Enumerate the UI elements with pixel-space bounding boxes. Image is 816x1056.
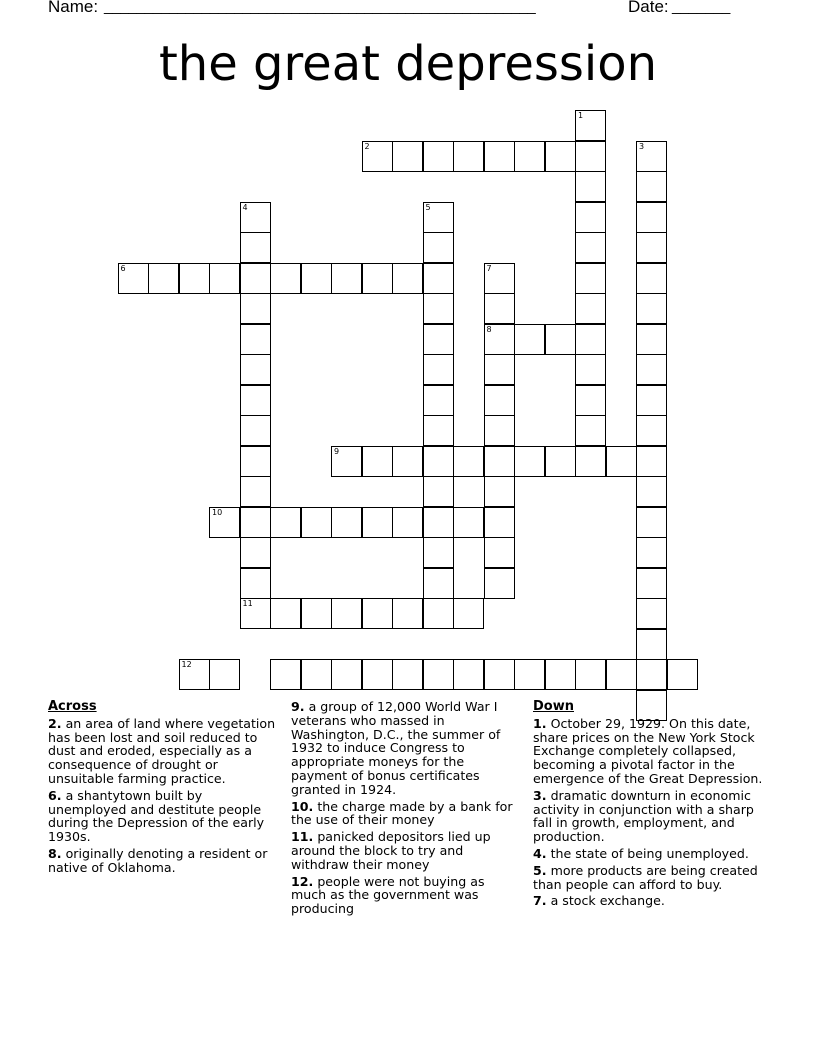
grid-cell[interactable] [636,537,667,568]
grid-cell[interactable] [636,141,667,172]
grid-cell[interactable] [606,659,637,690]
grid-cell[interactable] [636,415,667,446]
page-title: the great depression [158,36,658,92]
grid-cell[interactable] [453,507,484,538]
grid-cell[interactable] [392,507,423,538]
clue-number: 5 [425,202,431,212]
grid-cell[interactable] [636,476,667,507]
grid-cell[interactable] [270,263,301,294]
grid-cell[interactable] [362,659,393,690]
grid-cell[interactable] [545,324,576,355]
grid-cell[interactable] [423,263,454,294]
grid-cell[interactable] [118,263,149,294]
grid-cell[interactable] [270,507,301,538]
grid-cell[interactable] [484,293,515,324]
grid-cell[interactable] [484,354,515,385]
clue-num: 8. [48,845,62,861]
grid-cell[interactable] [423,354,454,385]
grid-cell[interactable] [575,263,606,294]
down-column [533,700,765,911]
grid-cell[interactable] [453,598,484,629]
grid-cell[interactable] [484,446,515,477]
grid-cell[interactable] [636,232,667,263]
grid-cell[interactable] [331,598,362,629]
grid-cell[interactable] [423,385,454,416]
grid-cell[interactable] [484,415,515,446]
grid-cell[interactable] [423,141,454,172]
across-clue-list [48,717,280,875]
across-heading: Across [48,699,97,714]
grid-cell[interactable] [575,659,606,690]
clue-text: people were not buying as much as the government was producing [291,873,485,917]
grid-cell[interactable] [453,446,484,477]
grid-cell[interactable] [209,263,240,294]
clue-number: 9 [334,446,340,456]
grid-cell[interactable] [575,415,606,446]
grid-cell[interactable] [606,446,637,477]
across-clue [48,847,280,875]
grid-cell[interactable] [240,507,271,538]
grid-cell[interactable] [362,598,393,629]
grid-cell[interactable] [423,293,454,324]
grid-cell[interactable] [392,446,423,477]
grid-cell[interactable] [636,446,667,477]
clue-text: an area of land where vegetation has been lost and soil reduced to dust and eroded, especially as a consequence of drought or unsuitable farming practice. [48,715,276,786]
grid-cell[interactable] [240,293,271,324]
date-label: Date: [628,0,669,16]
across-clue [291,800,523,828]
grid-cell[interactable] [240,415,271,446]
clue-text: the state of being unemployed. [546,845,749,861]
grid-cell[interactable] [575,385,606,416]
grid-cell[interactable] [209,507,240,538]
grid-cell[interactable] [240,263,271,294]
grid-cell[interactable] [362,141,393,172]
grid-cell[interactable] [392,141,423,172]
grid-cell[interactable] [484,568,515,599]
grid-cell[interactable] [423,568,454,599]
grid-cell[interactable] [453,659,484,690]
grid-cell[interactable] [209,659,240,690]
grid-cell[interactable] [636,293,667,324]
grid-cell[interactable] [362,446,393,477]
grid-cell[interactable] [331,659,362,690]
grid-cell[interactable] [392,263,423,294]
grid-cell[interactable] [240,385,271,416]
down-clue [533,789,765,844]
grid-cell[interactable] [148,263,179,294]
grid-cell[interactable] [301,598,332,629]
clue-text: panicked depositors lied up around the block to try and withdraw their money [291,829,491,872]
clue-number: 10 [212,507,223,517]
grid-cell[interactable] [636,629,667,660]
name-label: Name: [48,0,99,16]
clue-number: 12 [181,660,192,669]
grid-cell[interactable] [331,507,362,538]
grid-cell[interactable] [423,598,454,629]
grid-cell[interactable] [240,324,271,355]
grid-cell[interactable] [301,659,332,690]
grid-cell[interactable] [270,598,301,629]
grid-cell[interactable] [484,537,515,568]
grid-cell[interactable] [484,659,515,690]
grid-cell[interactable] [240,476,271,507]
grid-cell[interactable] [636,263,667,294]
clue-num: 9. [291,699,305,714]
clue-text: a group of 12,000 World War I veterans who massed in Washington, D.C., the summer of 1932 to induce Congress to appropriate moneys for the payment of bonus certificates granted in 1924. [291,699,501,797]
clue-num: 11. [291,829,314,845]
clue-text: more products are being created than people can afford to buy. [533,862,758,892]
grid-cell[interactable] [636,324,667,355]
grid-cell[interactable] [240,568,271,599]
across-column [48,700,280,878]
grid-cell[interactable] [453,141,484,172]
grid-cell[interactable] [575,293,606,324]
grid-cell[interactable] [423,476,454,507]
grid-cell[interactable] [423,324,454,355]
down-clue-list [533,717,765,908]
across-clue [48,789,280,844]
grid-cell[interactable] [484,385,515,416]
grid-cell[interactable] [636,354,667,385]
grid-cell[interactable] [423,446,454,477]
grid-cell[interactable] [514,659,545,690]
across-clue [291,875,523,916]
grid-cell[interactable] [514,324,545,355]
grid-cell[interactable] [179,263,210,294]
clue-number: 8 [486,324,492,334]
grid-cell[interactable] [636,202,667,233]
grid-cell[interactable] [240,202,271,233]
grid-cell[interactable] [514,446,545,477]
down-clue [533,847,765,861]
clue-number: 4 [242,202,248,212]
clue-text: a shantytown built by unemployed and destitute people during the Depression of the early 1930s. [48,787,265,845]
grid-cell[interactable] [240,354,271,385]
grid-cell[interactable] [636,171,667,202]
grid-cell[interactable] [423,232,454,263]
grid-cell[interactable] [575,171,606,202]
grid-cell[interactable] [301,263,332,294]
grid-cell[interactable] [575,354,606,385]
clue-text: a stock exchange. [546,893,665,909]
across-clue [48,717,280,786]
grid-cell[interactable] [331,263,362,294]
grid-cell[interactable] [270,659,301,690]
grid-cell[interactable] [545,141,576,172]
clue-number: 1 [578,111,584,120]
grid-cell[interactable] [240,598,271,629]
clue-num: 7. [533,893,547,909]
down-clue [533,864,765,892]
grid-cell[interactable] [240,232,271,263]
clue-num: 12. [291,873,314,889]
across-clue-list-continued [291,700,523,916]
grid-cell[interactable] [514,141,545,172]
grid-cell[interactable] [636,598,667,629]
grid-cell[interactable] [331,446,362,477]
grid-cell[interactable] [636,568,667,599]
grid-cell[interactable] [667,659,698,690]
date-blank[interactable]: _______ [672,0,731,15]
clue-number: 11 [242,599,253,608]
clue-text: the charge made by a bank for the use of their money [291,798,513,828]
grid-cell[interactable] [545,446,576,477]
clue-num: 2. [48,715,62,731]
grid-cell[interactable] [636,659,667,690]
grid-cell[interactable] [392,598,423,629]
grid-cell[interactable] [240,537,271,568]
grid-cell[interactable] [423,507,454,538]
clue-number: 3 [639,141,645,151]
grid-cell[interactable] [545,659,576,690]
grid-cell[interactable] [423,202,454,233]
clue-text: October 29, 1929. On this date, share prices on the New York Stock Exchange completely collapsed, becoming a pivotal factor in the emergence of the Great Depression. [533,715,763,786]
grid-cell[interactable] [484,263,515,294]
grid-cell[interactable] [423,537,454,568]
clue-text: originally denoting a resident or native of Oklahoma. [48,845,268,875]
grid-cell[interactable] [575,324,606,355]
clue-number: 2 [364,141,370,151]
down-heading: Down [533,699,574,714]
grid-cell[interactable] [423,415,454,446]
down-clue [533,717,765,786]
clue-num: 4. [533,845,547,861]
grid-cell[interactable] [179,659,210,690]
clue-num: 1. [533,715,547,731]
grid-cell[interactable] [575,141,606,172]
clue-num: 6. [48,787,62,803]
down-clue [533,894,765,908]
across-clue [291,830,523,871]
grid-cell[interactable] [636,385,667,416]
grid-cell[interactable] [484,324,515,355]
grid-cell[interactable] [392,659,423,690]
grid-cell[interactable] [575,232,606,263]
name-blank[interactable]: _____________________________________________________ [104,0,536,15]
grid-cell[interactable] [240,446,271,477]
clue-number: 6 [120,263,126,273]
grid-cell[interactable] [362,507,393,538]
grid-cell[interactable] [484,476,515,507]
grid-cell[interactable] [575,446,606,477]
across-clue [291,700,523,797]
clue-number: 7 [486,263,492,273]
grid-cell[interactable] [484,507,515,538]
grid-cell[interactable] [575,110,606,141]
grid-cell[interactable] [636,507,667,538]
grid-cell[interactable] [423,659,454,690]
grid-cell[interactable] [362,263,393,294]
clue-num: 3. [533,787,547,803]
clue-num: 10. [291,798,314,814]
clue-num: 5. [533,862,547,878]
grid-cell[interactable] [575,202,606,233]
across-column-continued [291,700,523,919]
clue-text: dramatic downturn in economic activity in conjunction with a sharp fall in growth, employment, and production. [533,787,754,845]
grid-cell[interactable] [301,507,332,538]
grid-cell[interactable] [484,141,515,172]
